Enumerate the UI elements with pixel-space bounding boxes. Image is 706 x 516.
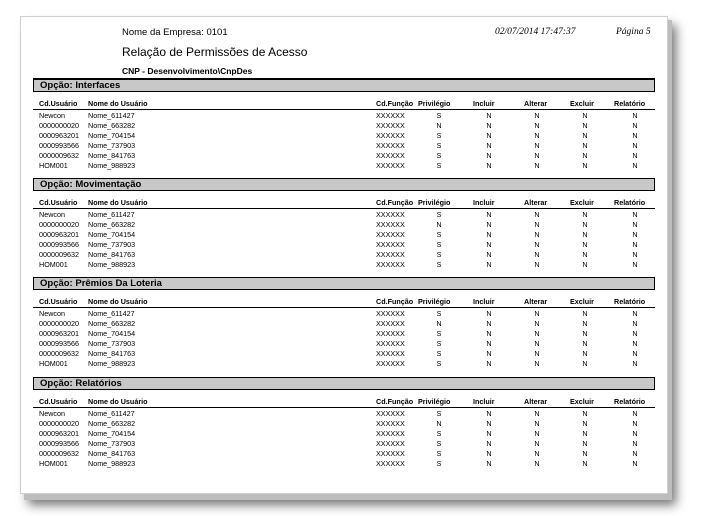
cell-rel: N [632, 439, 638, 448]
cell-exc: N [582, 349, 588, 358]
column-header-inc: Incluir [473, 198, 495, 207]
column-header-rel: Relatório [614, 99, 646, 108]
cell-rel: N [632, 459, 638, 468]
cell-nome: Nome_988923 [88, 359, 136, 368]
cell-rel: N [632, 429, 638, 438]
cell-exc: N [582, 339, 588, 348]
report-subtitle: CNP - Desenvolvimento\CnpDes [122, 66, 253, 76]
cell-inc: N [486, 349, 492, 358]
table-row [33, 209, 655, 219]
cell-nome: Nome_988923 [88, 260, 136, 269]
cell-rel: N [632, 409, 638, 418]
cell-rel: N [632, 309, 638, 318]
cell-nome: Nome_704154 [88, 429, 136, 438]
cell-cod: HOM001 [39, 359, 68, 368]
cell-priv: S [436, 161, 442, 170]
company-name: Nome da Empresa: 0101 [122, 27, 228, 38]
cell-cod: 0000993566 [39, 240, 79, 249]
column-header-alt: Alterar [524, 99, 548, 108]
cell-cod: 0000963201 [39, 131, 79, 140]
cell-rel: N [632, 349, 638, 358]
cell-priv: S [436, 260, 442, 269]
section-title: Opção: Movimentação [33, 178, 655, 191]
cell-priv: S [436, 131, 442, 140]
table-row [33, 229, 655, 239]
cell-exc: N [582, 309, 588, 318]
cell-func: XXXXXX [376, 250, 405, 259]
cell-nome: Nome_737903 [88, 240, 136, 249]
cell-priv: N [436, 121, 442, 130]
cell-priv: S [436, 449, 442, 458]
cell-func: XXXXXX [376, 409, 405, 418]
cell-cod: 0000009632 [39, 151, 79, 160]
cell-inc: N [486, 319, 492, 328]
column-header-row [33, 197, 655, 209]
cell-exc: N [582, 250, 588, 259]
cell-cod: 0000000020 [39, 121, 79, 130]
cell-cod: 0000009632 [39, 250, 79, 259]
cell-inc: N [486, 359, 492, 368]
table-row [33, 160, 655, 170]
section [33, 178, 655, 269]
cell-inc: N [486, 151, 492, 160]
column-header-alt: Alterar [524, 198, 548, 207]
cell-func: XXXXXX [376, 319, 405, 328]
cell-nome: Nome_737903 [88, 141, 136, 150]
column-header-cod: Cd.Usuário [39, 198, 78, 207]
column-header-func: Cd.Função [376, 297, 414, 306]
column-header-row [33, 396, 655, 408]
cell-inc: N [486, 429, 492, 438]
cell-inc: N [486, 161, 492, 170]
table-row [33, 239, 655, 249]
column-header-inc: Incluir [473, 297, 495, 306]
cell-rel: N [632, 111, 638, 120]
cell-alt: N [534, 250, 540, 259]
cell-nome: Nome_611427 [88, 409, 135, 418]
cell-priv: S [436, 349, 442, 358]
column-header-row [33, 98, 655, 110]
cell-nome: Nome_663282 [88, 121, 136, 130]
cell-nome: Nome_704154 [88, 329, 136, 338]
cell-func: XXXXXX [376, 349, 405, 358]
column-header-inc: Incluir [473, 397, 495, 406]
cell-rel: N [632, 319, 638, 328]
column-header-cod: Cd.Usuário [39, 99, 78, 108]
cell-cod: Newcon [39, 309, 65, 318]
section-title: Opção: Relatórios [33, 377, 655, 390]
cell-priv: S [436, 250, 442, 259]
cell-alt: N [534, 339, 540, 348]
cell-rel: N [632, 240, 638, 249]
cell-func: XXXXXX [376, 240, 405, 249]
table-row [33, 428, 655, 438]
cell-exc: N [582, 319, 588, 328]
cell-nome: Nome_841763 [88, 349, 136, 358]
cell-priv: N [436, 220, 442, 229]
cell-cod: 0000993566 [39, 439, 79, 448]
cell-func: XXXXXX [376, 220, 405, 229]
cell-func: XXXXXX [376, 329, 405, 338]
cell-cod: 0000000020 [39, 319, 79, 328]
column-header-rel: Relatório [614, 198, 646, 207]
cell-priv: S [436, 429, 442, 438]
cell-cod: 0000000020 [39, 220, 79, 229]
cell-nome: Nome_663282 [88, 319, 136, 328]
cell-exc: N [582, 449, 588, 458]
column-header-func: Cd.Função [376, 99, 414, 108]
column-header-exc: Excluir [570, 297, 594, 306]
cell-priv: N [436, 319, 442, 328]
column-header-nome: Nome do Usuário [88, 99, 148, 108]
cell-rel: N [632, 210, 638, 219]
cell-alt: N [534, 161, 540, 170]
cell-inc: N [486, 449, 492, 458]
cell-inc: N [486, 459, 492, 468]
cell-alt: N [534, 111, 540, 120]
table-row [33, 120, 655, 130]
cell-priv: S [436, 230, 442, 239]
table-row [33, 110, 655, 120]
cell-rel: N [632, 141, 638, 150]
cell-func: XXXXXX [376, 419, 405, 428]
column-header-func: Cd.Função [376, 397, 414, 406]
cell-alt: N [534, 141, 540, 150]
column-header-alt: Alterar [524, 297, 548, 306]
cell-inc: N [486, 111, 492, 120]
cell-inc: N [486, 329, 492, 338]
cell-cod: 0000009632 [39, 449, 79, 458]
report-title: Relação de Permissões de Acesso [122, 45, 308, 59]
cell-nome: Nome_988923 [88, 459, 136, 468]
cell-cod: Newcon [39, 210, 65, 219]
cell-cod: Newcon [39, 409, 65, 418]
cell-nome: Nome_737903 [88, 339, 136, 348]
cell-exc: N [582, 419, 588, 428]
cell-nome: Nome_737903 [88, 439, 136, 448]
cell-alt: N [534, 309, 540, 318]
cell-inc: N [486, 141, 492, 150]
table-row [33, 358, 655, 368]
cell-priv: S [436, 151, 442, 160]
cell-func: XXXXXX [376, 339, 405, 348]
cell-inc: N [486, 210, 492, 219]
section [33, 79, 655, 170]
cell-inc: N [486, 309, 492, 318]
cell-priv: S [436, 359, 442, 368]
cell-nome: Nome_611427 [88, 210, 135, 219]
cell-inc: N [486, 339, 492, 348]
cell-rel: N [632, 230, 638, 239]
table-row [33, 338, 655, 348]
column-header-rel: Relatório [614, 397, 646, 406]
page-number: Página 5 [616, 27, 651, 37]
cell-nome: Nome_704154 [88, 131, 136, 140]
cell-alt: N [534, 151, 540, 160]
cell-exc: N [582, 220, 588, 229]
column-header-nome: Nome do Usuário [88, 198, 148, 207]
table-row [33, 140, 655, 150]
cell-rel: N [632, 250, 638, 259]
cell-priv: S [436, 210, 442, 219]
cell-inc: N [486, 131, 492, 140]
cell-priv: S [436, 439, 442, 448]
column-header-exc: Excluir [570, 397, 594, 406]
section-title: Opção: Prêmios Da Loteria [33, 277, 655, 290]
cell-cod: HOM001 [39, 161, 68, 170]
cell-exc: N [582, 260, 588, 269]
cell-alt: N [534, 230, 540, 239]
column-header-exc: Excluir [570, 99, 594, 108]
cell-nome: Nome_988923 [88, 161, 136, 170]
table-row [33, 458, 655, 468]
column-header-priv: Privilégio [418, 297, 451, 306]
cell-rel: N [632, 220, 638, 229]
cell-cod: 0000963201 [39, 329, 79, 338]
section-title: Opção: Interfaces [33, 79, 655, 92]
column-header-alt: Alterar [524, 397, 548, 406]
table-row [33, 438, 655, 448]
cell-priv: S [436, 339, 442, 348]
cell-alt: N [534, 240, 540, 249]
cell-priv: S [436, 309, 442, 318]
cell-cod: 0000993566 [39, 141, 79, 150]
cell-rel: N [632, 449, 638, 458]
cell-exc: N [582, 131, 588, 140]
section [33, 377, 655, 468]
cell-cod: 0000009632 [39, 349, 79, 358]
column-header-func: Cd.Função [376, 198, 414, 207]
table-row [33, 328, 655, 338]
cell-alt: N [534, 449, 540, 458]
cell-nome: Nome_841763 [88, 151, 136, 160]
cell-priv: S [436, 111, 442, 120]
cell-exc: N [582, 141, 588, 150]
column-header-inc: Incluir [473, 99, 495, 108]
cell-exc: N [582, 409, 588, 418]
cell-func: XXXXXX [376, 121, 405, 130]
section [33, 277, 655, 368]
cell-func: XXXXXX [376, 309, 405, 318]
cell-func: XXXXXX [376, 260, 405, 269]
cell-alt: N [534, 429, 540, 438]
cell-alt: N [534, 349, 540, 358]
table-row [33, 348, 655, 358]
cell-rel: N [632, 339, 638, 348]
cell-nome: Nome_704154 [88, 230, 136, 239]
cell-func: XXXXXX [376, 230, 405, 239]
cell-priv: S [436, 329, 442, 338]
cell-rel: N [632, 329, 638, 338]
column-header-priv: Privilégio [418, 198, 451, 207]
cell-cod: Newcon [39, 111, 65, 120]
column-header-priv: Privilégio [418, 99, 451, 108]
cell-exc: N [582, 230, 588, 239]
cell-cod: 0000000020 [39, 419, 79, 428]
cell-inc: N [486, 250, 492, 259]
cell-func: XXXXXX [376, 429, 405, 438]
cell-rel: N [632, 359, 638, 368]
table-row [33, 448, 655, 458]
cell-inc: N [486, 260, 492, 269]
cell-alt: N [534, 131, 540, 140]
cell-priv: S [436, 141, 442, 150]
cell-inc: N [486, 220, 492, 229]
cell-alt: N [534, 319, 540, 328]
column-header-rel: Relatório [614, 297, 646, 306]
column-header-nome: Nome do Usuário [88, 397, 148, 406]
cell-nome: Nome_611427 [88, 111, 135, 120]
cell-exc: N [582, 459, 588, 468]
cell-priv: N [436, 419, 442, 428]
cell-nome: Nome_663282 [88, 220, 136, 229]
cell-priv: S [436, 240, 442, 249]
cell-cod: 0000993566 [39, 339, 79, 348]
cell-alt: N [534, 210, 540, 219]
cell-func: XXXXXX [376, 131, 405, 140]
table-row [33, 150, 655, 160]
cell-exc: N [582, 329, 588, 338]
cell-exc: N [582, 439, 588, 448]
column-header-exc: Excluir [570, 198, 594, 207]
cell-func: XXXXXX [376, 359, 405, 368]
cell-alt: N [534, 359, 540, 368]
cell-exc: N [582, 111, 588, 120]
cell-cod: HOM001 [39, 260, 68, 269]
column-header-cod: Cd.Usuário [39, 297, 78, 306]
cell-inc: N [486, 409, 492, 418]
cell-exc: N [582, 151, 588, 160]
cell-func: XXXXXX [376, 111, 405, 120]
cell-nome: Nome_663282 [88, 419, 136, 428]
cell-nome: Nome_841763 [88, 449, 136, 458]
cell-inc: N [486, 121, 492, 130]
cell-func: XXXXXX [376, 141, 405, 150]
cell-alt: N [534, 121, 540, 130]
cell-inc: N [486, 419, 492, 428]
cell-nome: Nome_841763 [88, 250, 136, 259]
report-page [20, 16, 668, 494]
cell-rel: N [632, 260, 638, 269]
cell-exc: N [582, 429, 588, 438]
cell-inc: N [486, 230, 492, 239]
cell-priv: S [436, 409, 442, 418]
cell-func: XXXXXX [376, 439, 405, 448]
cell-cod: 0000963201 [39, 230, 79, 239]
cell-rel: N [632, 161, 638, 170]
table-row [33, 130, 655, 140]
cell-func: XXXXXX [376, 161, 405, 170]
cell-alt: N [534, 329, 540, 338]
table-row [33, 249, 655, 259]
cell-cod: HOM001 [39, 459, 68, 468]
cell-rel: N [632, 131, 638, 140]
cell-func: XXXXXX [376, 151, 405, 160]
cell-func: XXXXXX [376, 459, 405, 468]
cell-priv: S [436, 459, 442, 468]
table-row [33, 259, 655, 269]
cell-inc: N [486, 240, 492, 249]
cell-rel: N [632, 419, 638, 428]
cell-nome: Nome_611427 [88, 309, 135, 318]
column-header-cod: Cd.Usuário [39, 397, 78, 406]
cell-alt: N [534, 409, 540, 418]
cell-rel: N [632, 121, 638, 130]
cell-exc: N [582, 121, 588, 130]
cell-exc: N [582, 161, 588, 170]
cell-func: XXXXXX [376, 210, 405, 219]
cell-alt: N [534, 439, 540, 448]
cell-exc: N [582, 210, 588, 219]
table-row [33, 219, 655, 229]
column-header-priv: Privilégio [418, 397, 451, 406]
column-header-nome: Nome do Usuário [88, 297, 148, 306]
cell-alt: N [534, 260, 540, 269]
table-row [33, 318, 655, 328]
cell-exc: N [582, 240, 588, 249]
table-row [33, 408, 655, 418]
cell-rel: N [632, 151, 638, 160]
cell-inc: N [486, 439, 492, 448]
cell-cod: 0000963201 [39, 429, 79, 438]
cell-alt: N [534, 220, 540, 229]
cell-alt: N [534, 459, 540, 468]
table-row [33, 308, 655, 318]
cell-alt: N [534, 419, 540, 428]
cell-func: XXXXXX [376, 449, 405, 458]
table-row [33, 418, 655, 428]
column-header-row [33, 296, 655, 308]
report-datetime: 02/07/2014 17:47:37 [495, 27, 576, 37]
cell-exc: N [582, 359, 588, 368]
